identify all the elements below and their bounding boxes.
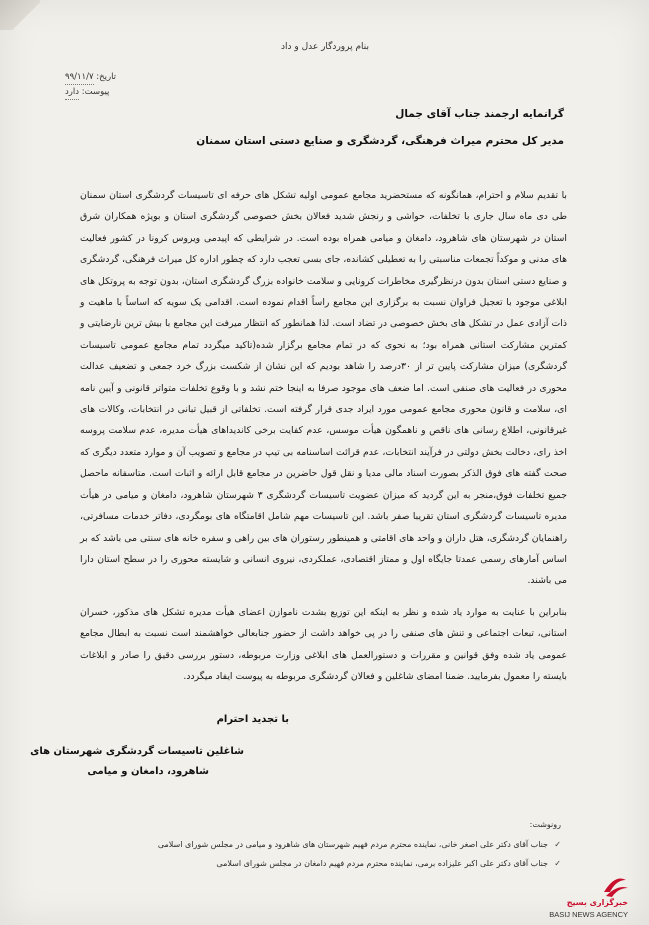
check-icon: ✓ [554, 859, 561, 868]
cc-title: رونوشت: [529, 820, 561, 829]
agency-name-en: BASIJ NEWS AGENCY [549, 910, 628, 919]
attachment-label: پیوست: [81, 87, 110, 97]
salutation: گرانمایه ارجمند جناب آقای جمال [395, 108, 564, 120]
cc-block [158, 820, 561, 873]
attachment-row [65, 85, 155, 100]
cc-item [158, 835, 561, 854]
body-paragraph-2: بنابراین با عنایت به موارد یاد شده و نظر به اینکه این توزیع بشدت ناموازن اعضای هیأت مدیره تشکل های مذکور، خسران استانی، تبعات اجتماعی و تنش های صنفی را در پی خواهد داشت از حضور جنابعالی خواهشمند است نسبت به ابطال مجامع عمومی یاد شده وفق قوانین و مقررات و دستورالعمل های ابلاغی وزارت مربوطه، دستور بررسی دقیق را صادر و ابلاغات بایسته را معمول بفرمایید. ضمنا امضای شاغلین و فعالان گردشگری مربوطه به پیوست ایفاد میگردد. [80, 606, 567, 682]
signature-line-1: شاغلین تاسیسات گردشگری شهرستان های [30, 746, 244, 757]
signature-line-2: شاهرود، دامغان و میامی [87, 766, 209, 777]
letter-meta [65, 70, 155, 100]
agency-name-fa: خبرگزاری بسیج [566, 898, 628, 907]
letter-heading: بنام پروردگار عدل و داد [280, 42, 370, 52]
folded-corner [0, 0, 40, 30]
cc-item-text: جناب آقای دکتر علی اکبر علیزاده برمی، نماینده محترم مردم فهیم دامغان در مجلس شورای اسلامی [216, 859, 548, 868]
cc-item [158, 854, 561, 873]
news-agency-watermark [510, 870, 630, 920]
date-value: ۹۹/۱۱/۷ [65, 70, 94, 85]
date-label: تاریخ: [96, 72, 117, 82]
date-row [65, 70, 155, 85]
closing-block [30, 710, 289, 782]
cc-item-text: جناب آقای دکتر علی اصغر خانی، نماینده محترم مردم فهیم شهرستان های شاهرود و میامی در مجلس شورای اسلامی [157, 840, 548, 849]
agency-logo-icon [600, 870, 630, 900]
body-paragraph-1: با تقدیم سلام و احترام، همانگونه که مستحضرید مجامع عمومی اولیه تشکل های حرفه ای تاسیسات گردشگری استان سمنان طی دی ماه سال جاری با تخلفات، حواشی و رنجش شدید فعالان بخش خصوصی گردشگری استان و بویژه همکاران شرق استان در شهرستان های شاهرود، دامغان و میامی همراه بوده است. در شرایطی که اپیدمی ویروس کرونا در کشور فعالیت های مدنی و موکداً تجمعات مناسبتی را به تعطیلی کشانده، جای بسی تعجب دارد که چطور اداره کل میراث فرهنگی، گردشگری و صنایع دستی استان بدون درنظرگیری مخاطرات کرونایی و سلامت خانواده بزرگ گردشگری استان، بدون توجه به پروتکل های ابلاغی موجود با تعجیل فراوان نسبت به برگزاری این مجامع راساً اقدام نموده است. اقدامی یک سویه که اساساً با ماهیت و ذات آزادی عمل در تشکل های بخش خصوصی در تضاد است. لذا همانطور که انتظار میرفت این مجامع با بیش ترین نارضایتی و کمترین مشارکت استانی همراه بود؛ به نحوی که در تمام مجامع برگزار شده(تاکید میگردد تمام مجامع عمومی تاسیسات گردشگری) میزان مشارکت پایین تر از ۳۰درصد را شاهد بودیم که این نشان از شکست بزرگ خرد جمعی و تضعیف عدالت محوری در فعالیت های صنفی است. اما ضعف های موجود صرفا به اینجا ختم نشد و با وقوع تخلفات متواتر قانونی و آیین نامه ای، سلامت و قانون محوری مجامع عمومی مورد ایراد جدی قرار گرفته است. تخلفاتی از قبیل تبانی در انتخابات، وکالات های غیرقانونی، اطلاع رسانی های ناقص و ناهمگون هیأت موسس، عدم کفایت برخی کاندیداهای هیأت مدیره، عدم سلامت پروسه اخذ رای، دخالت بخش دولتی در فرآیند انتخابات، عدم قرائت اساسنامه بی تیپ در مجامع و تصویب آن و موارد متعدد دیگری که صحت گفته های فوق الذکر بصورت اسناد مالی مدیا و نقل قول حاضرین در مجامع قابل ارائه و اثبات است. متاسفانه ماحصل جمیع تخلفات فوق،منجر به این گردید که میزان عضویت تاسیسات گردشگری ۳ شهرستان شاهرود، دامغان و میامی در هیأت مدیره تاسیسات گردشگری استان تقریبا صفر باشد. این تاسیسات مهم شامل اقامتگاه های بومگردی، دفاتر خدمات مسافرتی، راهنمایان گردشگری، هتل داران و واحد های اقامتی و همینطور رستوران های بین راهی و سفره خانه های سنتی می باشد که بر اساس آمارهای رسمی عمدتا جایگاه اول و ممتاز اقتصادی، عملکردی، نیروی انسانی و شایسته محوری را در سطح استان دارا می باشند. [80, 190, 567, 587]
check-icon: ✓ [554, 840, 561, 849]
recipient-title: مدیر کل محترم میراث فرهنگی، گردشگری و صنایع دستی استان سمنان [196, 135, 564, 147]
closing-phrase: با تجدید احترام [216, 714, 289, 725]
letter-body [80, 185, 567, 687]
attachment-value: دارد [65, 85, 79, 100]
